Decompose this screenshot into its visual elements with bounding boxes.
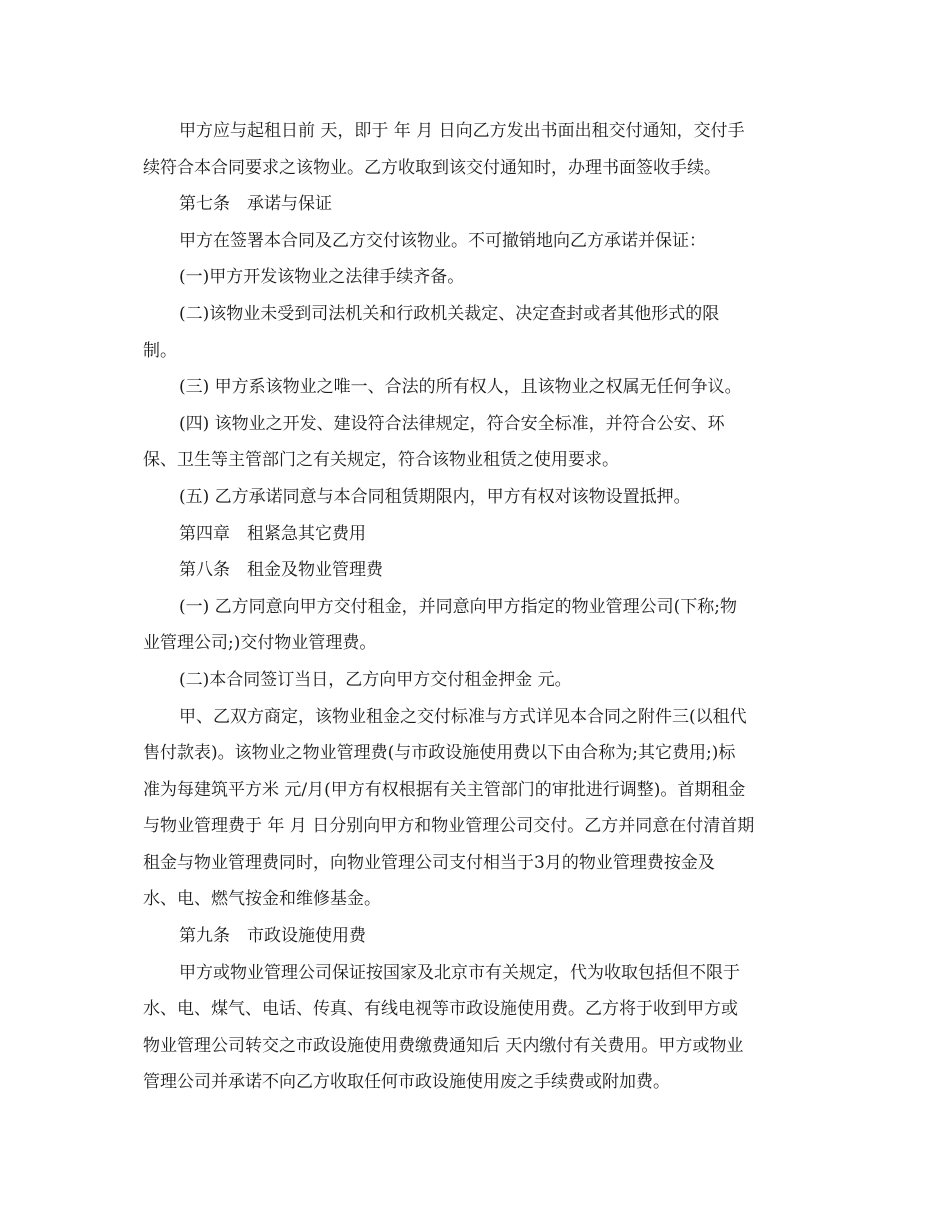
clause-item: (四) 该物业之开发、建设符合法律规定，符合安全标准，并符合公安、环 xyxy=(179,413,725,434)
document-page xyxy=(143,113,823,1101)
paragraph-line: 保、卫生等主管部门之有关规定，符合该物业租赁之使用要求。 xyxy=(143,450,619,471)
clause-item: (一)甲方开发该物业之法律手续齐备。 xyxy=(179,267,465,288)
clause-item: (二)该物业未受到司法机关和行政机关裁定、决定查封或者其他形式的限 xyxy=(179,303,720,324)
paragraph-line: 准为每建筑平方米 元/月(甲方有权根据有关主管部门的审批进行调整)。首期租金 xyxy=(143,779,746,800)
clause-item: (一) 乙方同意向甲方交付租金，并同意向甲方指定的物业管理公司(下称;物 xyxy=(179,596,738,617)
article-heading: 第九条 市政设施使用费 xyxy=(179,926,366,947)
clause-item: (三) 甲方系该物业之唯一、合法的所有权人，且该物业之权属无任何争议。 xyxy=(179,377,742,398)
paragraph-line: 水、电、煤气、电话、传真、有线电视等市政设施使用费。乙方将于收到甲方或 xyxy=(143,999,738,1020)
chapter-heading: 第四章 租紧急其它费用 xyxy=(179,523,366,544)
paragraph-line: 甲方或物业管理公司保证按国家及北京市有关规定，代为收取包括但不限于 xyxy=(179,962,740,983)
paragraph-line: 甲方在签署本合同及乙方交付该物业。不可撤销地向乙方承诺并保证： xyxy=(179,230,706,251)
article-heading: 第八条 租金及物业管理费 xyxy=(179,560,383,581)
paragraph-line: 与物业管理费于 年 月 日分别向甲方和物业管理公司交付。乙方并同意在付清首期 xyxy=(143,816,755,837)
paragraph-line: 续符合本合同要求之该物业。乙方收取到该交付通知时，办理书面签收手续。 xyxy=(143,157,721,178)
paragraph-line: 租金与物业管理费同时，向物业管理公司支付相当于3月的物业管理费按金及 xyxy=(143,852,715,873)
clause-item: (五) 乙方承诺同意与本合同租赁期限内，甲方有权对该物设置抵押。 xyxy=(179,486,691,507)
paragraph-line: 管理公司并承诺不向乙方收取任何市政设施使用废之手续费或附加费。 xyxy=(143,1072,670,1093)
paragraph-line: 制。 xyxy=(143,340,177,361)
paragraph-line: 甲方应与起租日前 天，即于 年 月 日向乙方发出书面出租交付通知，交付手 xyxy=(179,121,745,141)
paragraph-line: 售付款表)。该物业之物业管理费(与市政设施使用费以下由合称为;其它费用;)标 xyxy=(143,743,736,764)
article-heading: 第七条 承诺与保证 xyxy=(179,194,332,215)
clause-item: (二)本合同签订当日，乙方向甲方交付租金押金 元。 xyxy=(179,669,572,690)
paragraph-line: 水、电、燃气按金和维修基金。 xyxy=(143,889,381,910)
paragraph-line: 甲、乙双方商定，该物业租金之交付标准与方式详见本合同之附件三(以租代 xyxy=(179,706,747,727)
paragraph-line: 物业管理公司转交之市政设施使用费缴费通知后 天内缴付有关费用。甲方或物业 xyxy=(143,1035,744,1056)
paragraph-line: 业管理公司;)交付物业管理费。 xyxy=(143,633,377,654)
